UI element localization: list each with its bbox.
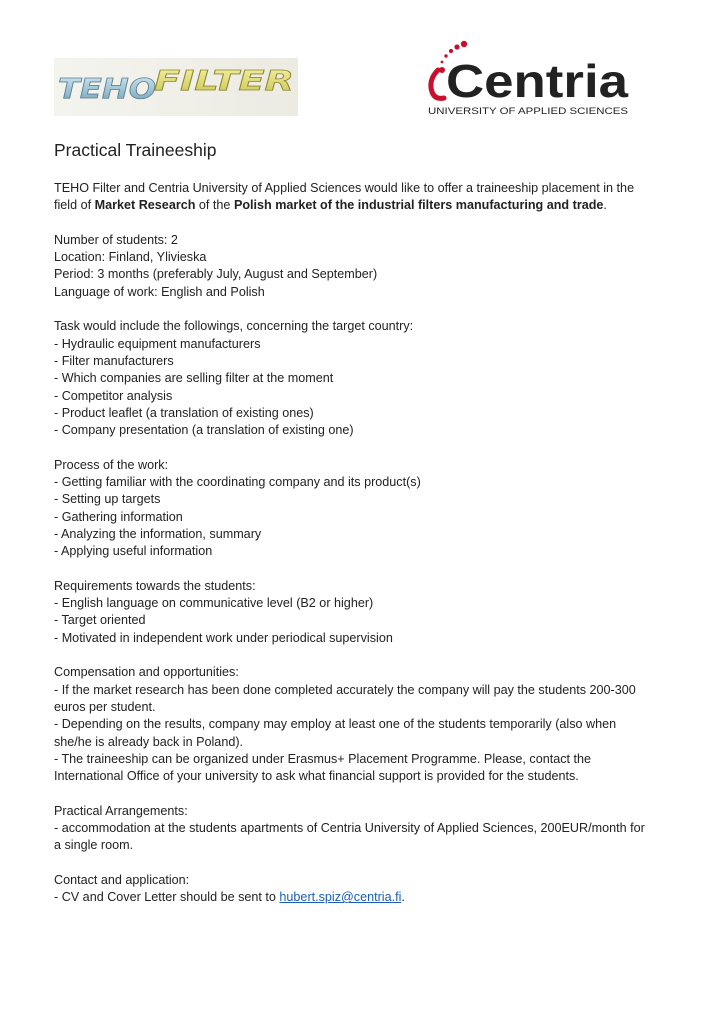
list-item: - Applying useful information xyxy=(54,544,213,559)
list-item: - The traineeship can be organized under Erasmus+ Placement Programme. Please, contact the International Office of your university to ask what financial support is provided for the students. xyxy=(54,751,592,784)
section-heading: Process of the work: xyxy=(54,457,169,472)
list-item: - Competitor analysis xyxy=(54,388,173,403)
section-heading: Practical Arrangements: xyxy=(54,803,188,818)
contact-prefix: - CV and Cover Letter should be sent to xyxy=(54,890,280,905)
fact-line: Period: 3 months (preferably July, August and September) xyxy=(54,267,378,282)
list-item: - Motivated in independent work under periodical supervision xyxy=(54,630,393,645)
list-item: - Product leaflet (a translation of existing ones) xyxy=(54,405,314,420)
list-item: - Hydraulic equipment manufacturers xyxy=(54,336,261,351)
list-item: - English language on communicative level (B2 or higher) xyxy=(54,596,374,611)
list-item: - accommodation at the students apartments of Centria University of Applied Sciences, 200EUR/month for a single room. xyxy=(54,820,645,853)
intro-text-1: TEHO Filter and Centria University of Applied Sciences would like to offer a traineeship placement in the field of xyxy=(54,181,635,213)
fact-line: Location: Finland, Ylivieska xyxy=(54,250,207,265)
arrangements-section xyxy=(54,803,654,855)
intro-text-3: . xyxy=(603,198,607,213)
document-body xyxy=(54,138,654,924)
list-item: - Getting familiar with the coordinating company and its product(s) xyxy=(54,475,421,490)
contact-section xyxy=(54,872,654,907)
page-title: Practical Traineeship xyxy=(54,140,217,160)
svg-text:Centria: Centria xyxy=(446,55,629,107)
svg-text:UNIVERSITY OF APPLIED SCIENCES: UNIVERSITY OF APPLIED SCIENCES xyxy=(428,106,628,117)
intro-bold-1: Market Research xyxy=(94,198,196,213)
requirements-section xyxy=(54,578,654,647)
list-item: - Depending on the results, company may employ at least one of the students temporarily (also when she/he is already back in Poland). xyxy=(54,717,617,749)
list-item: - Gathering information xyxy=(54,509,183,524)
intro-text-2: of the xyxy=(195,198,234,213)
section-heading: Contact and application: xyxy=(54,872,190,887)
list-item: - If the market research has been done completed accurately the company will pay the students 200-300 euros per student. xyxy=(54,682,636,714)
section-heading: Compensation and opportunities: xyxy=(54,665,239,680)
compensation-section xyxy=(54,664,654,785)
list-item: - Analyzing the information, summary xyxy=(54,526,262,541)
list-item: - Target oriented xyxy=(54,613,146,628)
svg-text:FILTER: FILTER xyxy=(154,64,294,97)
list-item: - Company presentation (a translation of existing one) xyxy=(54,423,354,438)
facts-section xyxy=(54,232,654,301)
centria-logo xyxy=(424,40,634,120)
list-item: - Filter manufacturers xyxy=(54,353,174,368)
contact-suffix: . xyxy=(401,890,405,905)
list-item: - Setting up targets xyxy=(54,492,161,507)
fact-line: Language of work: English and Polish xyxy=(54,284,265,299)
section-heading: Requirements towards the students: xyxy=(54,578,256,593)
list-item: - Which companies are selling filter at the moment xyxy=(54,371,334,386)
contact-line xyxy=(54,889,654,906)
section-heading: Task would include the followings, concerning the target country: xyxy=(54,319,414,334)
tasks-section xyxy=(54,318,654,439)
intro-paragraph xyxy=(54,180,654,215)
process-section xyxy=(54,457,654,561)
teho-filter-logo xyxy=(54,58,298,116)
svg-text:TEHO: TEHO xyxy=(58,72,156,105)
email-link[interactable]: hubert.spiz@centria.fi xyxy=(279,890,402,905)
fact-line: Number of students: 2 xyxy=(54,232,178,247)
intro-bold-2: Polish market of the industrial filters manufacturing and trade xyxy=(233,198,604,213)
